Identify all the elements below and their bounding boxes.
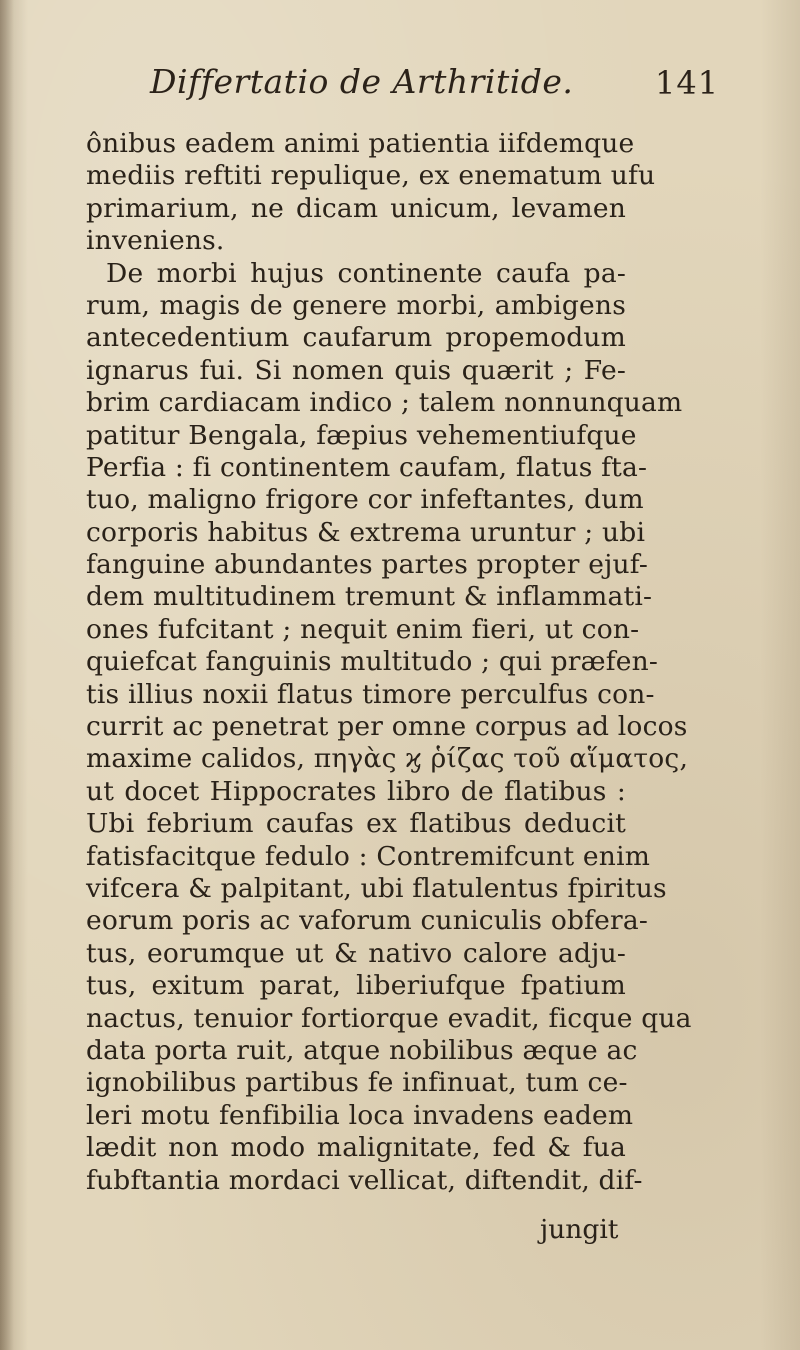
running-title: Differtatio de Arthritide. — [150, 62, 574, 101]
greek-quotation-line: maxime calidos, πηγὰς ϗ ῥίζας τοῦ αἵματος, — [86, 743, 689, 775]
text-line: tus, eorumque ut & nativo calore adju- — [86, 937, 626, 969]
text-line: tuo, maligno frigore cor infeftantes, dum — [86, 484, 644, 516]
text-line: ignarus fui. Si nomen quis quærit ; Fe- — [86, 354, 626, 386]
text-line: dem multitudinem tremunt & inflammati- — [86, 581, 653, 613]
text-line: antecedentium caufarum propemodum — [86, 322, 626, 354]
text-line: primarium, ne dicam unicum, levamen — [86, 192, 626, 224]
catchword: jungit — [540, 1214, 619, 1245]
text-line: patitur Bengala, fæpius vehementiufque — [86, 419, 637, 451]
text-line: corporis habitus & extrema uruntur ; ubi — [86, 516, 646, 548]
text-line: ignobilibus partibus fe infinuat, tum ce- — [86, 1067, 628, 1099]
text-line: fatisfacitque fedulo : Contremifcunt enim — [86, 840, 651, 872]
text-line: lædit non modo malignitate, fed & fua — [86, 1132, 626, 1164]
text-line: mediis reftiti repulique, ex enematum ufu — [86, 160, 656, 192]
text-line: leri motu fenfibilia loca invadens eadem — [86, 1099, 634, 1131]
text-line: data porta ruit, atque nobilibus æque ac — [86, 1034, 638, 1066]
text-line: Perfia : fi continentem caufam, flatus fta- — [86, 451, 648, 483]
paragraph-start-line: De morbi hujus continente caufa pa- — [106, 257, 626, 289]
text-line: rum, magis de genere morbi, ambigens — [86, 289, 626, 321]
body-text — [86, 128, 692, 1197]
text-line: fubftantia mordaci vellicat, diftendit, dif- — [86, 1164, 643, 1196]
page-header — [0, 62, 800, 112]
text-line: currit ac penetrat per omne corpus ad locos — [86, 711, 688, 743]
text-line: inveniens. — [86, 225, 225, 257]
text-line: brim cardiacam indico ; talem nonnunquam — [86, 387, 683, 419]
text-line: ones fufcitant ; nequit enim fieri, ut con- — [86, 613, 640, 645]
text-line: ônibus eadem animi patientia iifdemque — [86, 128, 635, 159]
page-edge-shadow — [0, 0, 14, 1350]
text-line: nactus, tenuior fortiorque evadit, ficque qua — [86, 1002, 692, 1034]
page-number: 141 — [655, 64, 720, 102]
text-line: fanguine abundantes partes propter ejuf- — [86, 549, 648, 581]
text-line: eorum poris ac vaforum cuniculis obfera- — [86, 905, 649, 937]
text-line: tus, exitum parat, liberiufque fpatium — [86, 970, 626, 1002]
text-line: quiefcat fanguinis multitudo ; qui præfen- — [86, 646, 659, 678]
text-line: tis illius noxii flatus timore perculfus con- — [86, 678, 655, 710]
text-line: ut docet Hippocrates libro de flatibus : — [86, 775, 626, 807]
text-line: vifcera & palpitant, ubi flatulentus fpiritus — [86, 872, 667, 904]
text-line: Ubi febrium caufas ex flatibus deducit — [86, 808, 626, 840]
